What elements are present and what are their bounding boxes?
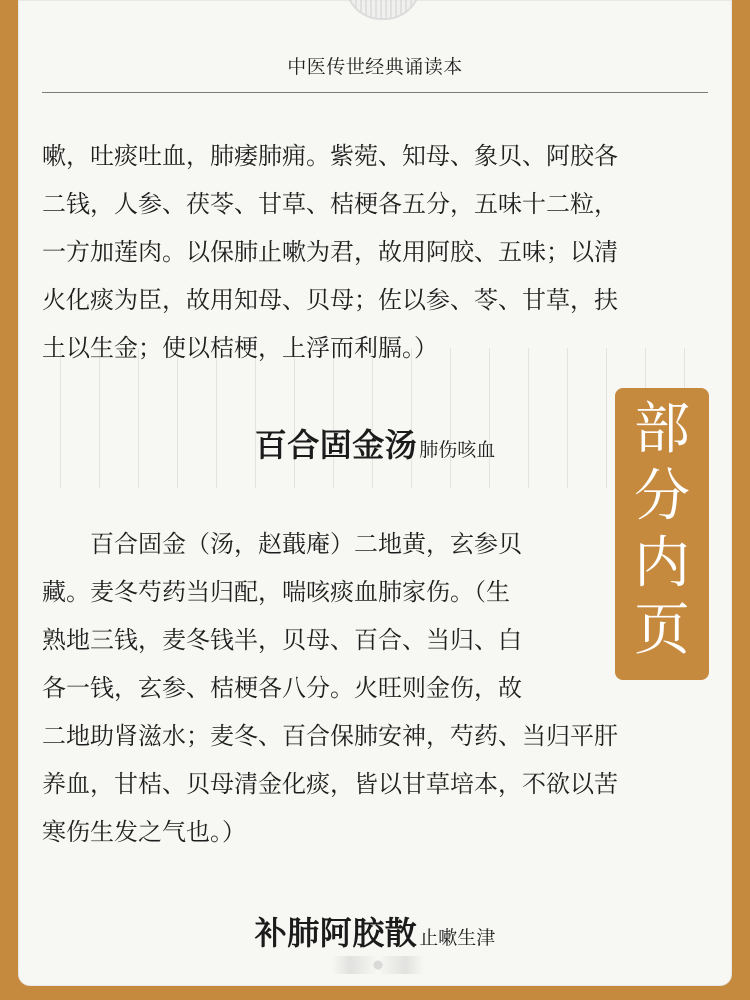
- book-page: [18, 0, 732, 986]
- badge-char: 内: [634, 531, 690, 596]
- text-line: 寒伤生发之气也。）: [42, 818, 246, 846]
- text-line: 各一钱，玄参、桔梗各八分。火旺则金伤，故: [42, 674, 522, 702]
- text-line: 一方加莲肉。以保肺止嗽为君，故用阿胶、五味；以清: [42, 238, 618, 266]
- section-title-main: 补肺阿胶散: [254, 914, 418, 952]
- section-title-main: 百合固金汤: [254, 426, 418, 464]
- text-line: 藏。麦冬芍药当归配，喘咳痰血肺家伤。（生: [42, 578, 510, 606]
- text-line: 嗽，吐痰吐血，肺痿肺痈。紫菀、知母、象贝、阿胶各: [42, 142, 618, 170]
- text-line: 百合固金（汤，赵蕺庵）二地黄，玄参贝: [90, 530, 522, 558]
- top-ornament: [345, 0, 421, 20]
- text-line: 熟地三钱，麦冬钱半，贝母、百合、当归、白: [42, 626, 522, 654]
- text-line: 二钱，人参、茯苓、甘草、桔梗各五分，五味十二粒，: [42, 190, 618, 218]
- section-title-bufei-ejiao: [18, 908, 732, 954]
- text-line: 养血，甘桔、贝母清金化痰，皆以甘草培本，不欲以苦: [42, 770, 618, 798]
- text-line: 火化痰为臣，故用知母、贝母；佐以参、苓、甘草，扶: [42, 286, 618, 314]
- badge-char: 分: [634, 464, 690, 529]
- text-line: 二地助肾滋水；麦冬、百合保肺安神，芍药、当归平肝: [42, 722, 618, 750]
- paragraph-1: [42, 132, 706, 372]
- badge-char: 页: [634, 598, 690, 663]
- section-title-sub: 肺伤咳血: [419, 439, 496, 461]
- footer-ornament: [332, 956, 424, 974]
- badge-char: 部: [634, 397, 690, 462]
- section-title-sub: 止嗽生津: [419, 927, 496, 949]
- paragraph-2: [42, 520, 706, 856]
- text-line: 土以生金；使以桔梗，上浮而利膈。）: [42, 334, 438, 362]
- header-rule: [42, 92, 708, 93]
- partial-content-badge: [615, 388, 709, 680]
- page-header: 中医传世经典诵读本: [287, 56, 463, 78]
